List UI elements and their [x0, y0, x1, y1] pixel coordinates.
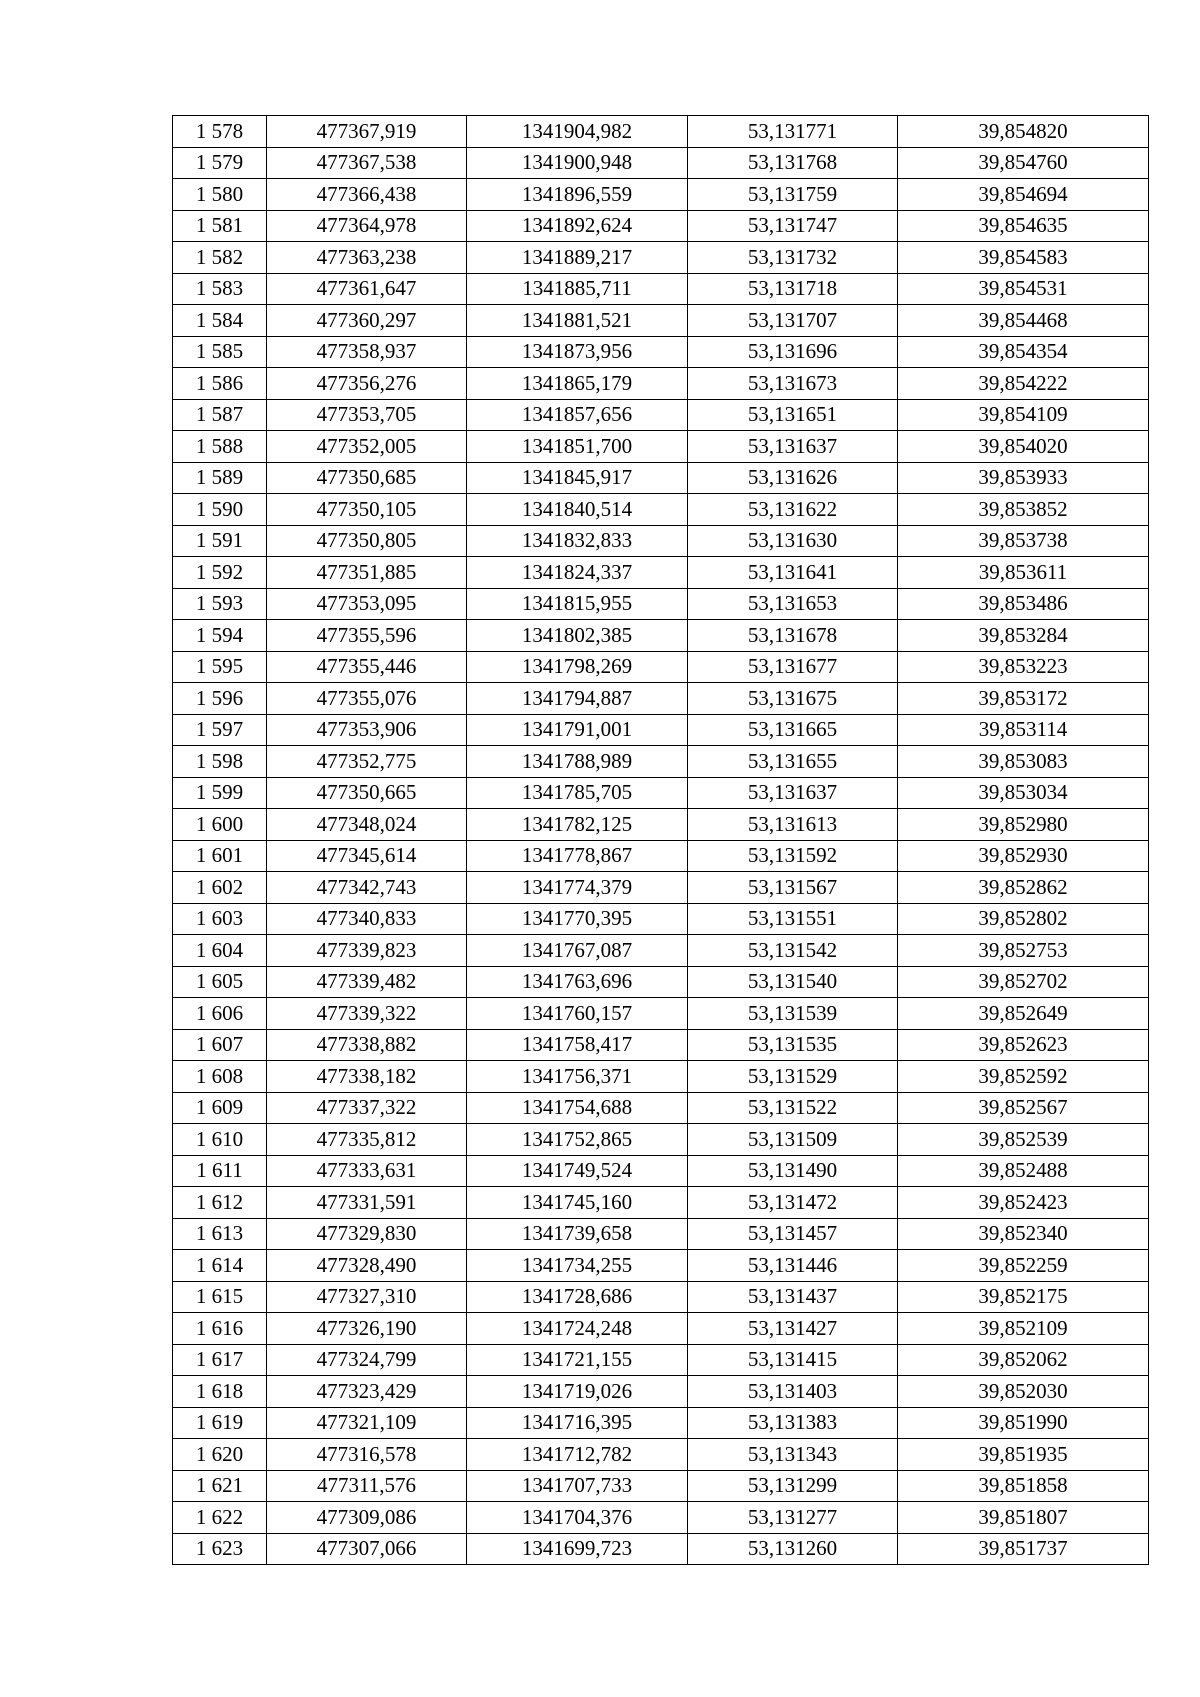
longitude-cell: 39,852862 — [898, 872, 1149, 904]
point-number-cell: 1 601 — [173, 840, 267, 872]
table-row — [173, 1470, 1149, 1502]
longitude-cell: 39,854468 — [898, 305, 1149, 337]
longitude-cell: 39,852488 — [898, 1155, 1149, 1187]
y-coordinate-cell: 1341719,026 — [467, 1376, 688, 1408]
y-coordinate-cell: 1341749,524 — [467, 1155, 688, 1187]
point-number-cell: 1 609 — [173, 1092, 267, 1124]
latitude-cell: 53,131542 — [688, 935, 898, 967]
y-coordinate-cell: 1341794,887 — [467, 683, 688, 715]
y-coordinate-cell: 1341785,705 — [467, 777, 688, 809]
table-row — [173, 557, 1149, 589]
latitude-cell: 53,131522 — [688, 1092, 898, 1124]
y-coordinate-cell: 1341778,867 — [467, 840, 688, 872]
x-coordinate-cell: 477339,823 — [267, 935, 467, 967]
latitude-cell: 53,131696 — [688, 336, 898, 368]
longitude-cell: 39,854694 — [898, 179, 1149, 211]
latitude-cell: 53,131299 — [688, 1470, 898, 1502]
longitude-cell: 39,853083 — [898, 746, 1149, 778]
table-row — [173, 525, 1149, 557]
y-coordinate-cell: 1341815,955 — [467, 588, 688, 620]
y-coordinate-cell: 1341756,371 — [467, 1061, 688, 1093]
table-row — [173, 1155, 1149, 1187]
longitude-cell: 39,853738 — [898, 525, 1149, 557]
y-coordinate-cell: 1341739,658 — [467, 1218, 688, 1250]
x-coordinate-cell: 477355,596 — [267, 620, 467, 652]
x-coordinate-cell: 477340,833 — [267, 903, 467, 935]
x-coordinate-cell: 477339,482 — [267, 966, 467, 998]
latitude-cell: 53,131677 — [688, 651, 898, 683]
point-number-cell: 1 592 — [173, 557, 267, 589]
point-number-cell: 1 579 — [173, 147, 267, 179]
table-row — [173, 903, 1149, 935]
table-row — [173, 1313, 1149, 1345]
longitude-cell: 39,852802 — [898, 903, 1149, 935]
latitude-cell: 53,131260 — [688, 1533, 898, 1565]
point-number-cell: 1 600 — [173, 809, 267, 841]
x-coordinate-cell: 477353,705 — [267, 399, 467, 431]
longitude-cell: 39,851807 — [898, 1502, 1149, 1534]
point-number-cell: 1 586 — [173, 368, 267, 400]
point-number-cell: 1 615 — [173, 1281, 267, 1313]
point-number-cell: 1 606 — [173, 998, 267, 1030]
x-coordinate-cell: 477366,438 — [267, 179, 467, 211]
point-number-cell: 1 596 — [173, 683, 267, 715]
y-coordinate-cell: 1341840,514 — [467, 494, 688, 526]
x-coordinate-cell: 477335,812 — [267, 1124, 467, 1156]
table-row — [173, 651, 1149, 683]
table-row — [173, 620, 1149, 652]
latitude-cell: 53,131457 — [688, 1218, 898, 1250]
table-row — [173, 935, 1149, 967]
x-coordinate-cell: 477367,919 — [267, 116, 467, 148]
table-row — [173, 966, 1149, 998]
latitude-cell: 53,131665 — [688, 714, 898, 746]
latitude-cell: 53,131759 — [688, 179, 898, 211]
longitude-cell: 39,852980 — [898, 809, 1149, 841]
x-coordinate-cell: 477323,429 — [267, 1376, 467, 1408]
y-coordinate-cell: 1341774,379 — [467, 872, 688, 904]
latitude-cell: 53,131415 — [688, 1344, 898, 1376]
point-number-cell: 1 619 — [173, 1407, 267, 1439]
table-row — [173, 1439, 1149, 1471]
longitude-cell: 39,852062 — [898, 1344, 1149, 1376]
x-coordinate-cell: 477311,576 — [267, 1470, 467, 1502]
x-coordinate-cell: 477321,109 — [267, 1407, 467, 1439]
x-coordinate-cell: 477327,310 — [267, 1281, 467, 1313]
latitude-cell: 53,131343 — [688, 1439, 898, 1471]
longitude-cell: 39,851858 — [898, 1470, 1149, 1502]
table-row — [173, 998, 1149, 1030]
point-number-cell: 1 580 — [173, 179, 267, 211]
latitude-cell: 53,131403 — [688, 1376, 898, 1408]
point-number-cell: 1 589 — [173, 462, 267, 494]
longitude-cell: 39,851990 — [898, 1407, 1149, 1439]
longitude-cell: 39,853034 — [898, 777, 1149, 809]
x-coordinate-cell: 477364,978 — [267, 210, 467, 242]
point-number-cell: 1 590 — [173, 494, 267, 526]
table-row — [173, 714, 1149, 746]
longitude-cell: 39,853172 — [898, 683, 1149, 715]
x-coordinate-cell: 477307,066 — [267, 1533, 467, 1565]
table-row — [173, 368, 1149, 400]
table-row — [173, 399, 1149, 431]
x-coordinate-cell: 477358,937 — [267, 336, 467, 368]
point-number-cell: 1 622 — [173, 1502, 267, 1534]
point-number-cell: 1 588 — [173, 431, 267, 463]
point-number-cell: 1 599 — [173, 777, 267, 809]
longitude-cell: 39,853852 — [898, 494, 1149, 526]
longitude-cell: 39,854820 — [898, 116, 1149, 148]
table-row — [173, 431, 1149, 463]
x-coordinate-cell: 477338,882 — [267, 1029, 467, 1061]
x-coordinate-cell: 477348,024 — [267, 809, 467, 841]
longitude-cell: 39,852649 — [898, 998, 1149, 1030]
x-coordinate-cell: 477326,190 — [267, 1313, 467, 1345]
point-number-cell: 1 618 — [173, 1376, 267, 1408]
table-row — [173, 777, 1149, 809]
longitude-cell: 39,853223 — [898, 651, 1149, 683]
y-coordinate-cell: 1341889,217 — [467, 242, 688, 274]
latitude-cell: 53,131622 — [688, 494, 898, 526]
point-number-cell: 1 614 — [173, 1250, 267, 1282]
point-number-cell: 1 591 — [173, 525, 267, 557]
longitude-cell: 39,854109 — [898, 399, 1149, 431]
coordinates-table-body — [173, 116, 1149, 1565]
y-coordinate-cell: 1341745,160 — [467, 1187, 688, 1219]
y-coordinate-cell: 1341767,087 — [467, 935, 688, 967]
x-coordinate-cell: 477360,297 — [267, 305, 467, 337]
point-number-cell: 1 623 — [173, 1533, 267, 1565]
table-row — [173, 746, 1149, 778]
y-coordinate-cell: 1341728,686 — [467, 1281, 688, 1313]
point-number-cell: 1 610 — [173, 1124, 267, 1156]
y-coordinate-cell: 1341873,956 — [467, 336, 688, 368]
latitude-cell: 53,131675 — [688, 683, 898, 715]
longitude-cell: 39,853486 — [898, 588, 1149, 620]
y-coordinate-cell: 1341712,782 — [467, 1439, 688, 1471]
table-row — [173, 1092, 1149, 1124]
latitude-cell: 53,131472 — [688, 1187, 898, 1219]
latitude-cell: 53,131641 — [688, 557, 898, 589]
y-coordinate-cell: 1341885,711 — [467, 273, 688, 305]
table-row — [173, 210, 1149, 242]
longitude-cell: 39,852340 — [898, 1218, 1149, 1250]
y-coordinate-cell: 1341896,559 — [467, 179, 688, 211]
longitude-cell: 39,851935 — [898, 1439, 1149, 1471]
y-coordinate-cell: 1341716,395 — [467, 1407, 688, 1439]
latitude-cell: 53,131509 — [688, 1124, 898, 1156]
longitude-cell: 39,854222 — [898, 368, 1149, 400]
y-coordinate-cell: 1341724,248 — [467, 1313, 688, 1345]
y-coordinate-cell: 1341832,833 — [467, 525, 688, 557]
longitude-cell: 39,852539 — [898, 1124, 1149, 1156]
table-row — [173, 462, 1149, 494]
y-coordinate-cell: 1341857,656 — [467, 399, 688, 431]
y-coordinate-cell: 1341752,865 — [467, 1124, 688, 1156]
table-row — [173, 273, 1149, 305]
point-number-cell: 1 604 — [173, 935, 267, 967]
latitude-cell: 53,131277 — [688, 1502, 898, 1534]
point-number-cell: 1 612 — [173, 1187, 267, 1219]
y-coordinate-cell: 1341904,982 — [467, 116, 688, 148]
point-number-cell: 1 581 — [173, 210, 267, 242]
x-coordinate-cell: 477367,538 — [267, 147, 467, 179]
x-coordinate-cell: 477333,631 — [267, 1155, 467, 1187]
table-row — [173, 1061, 1149, 1093]
point-number-cell: 1 617 — [173, 1344, 267, 1376]
y-coordinate-cell: 1341721,155 — [467, 1344, 688, 1376]
y-coordinate-cell: 1341892,624 — [467, 210, 688, 242]
latitude-cell: 53,131437 — [688, 1281, 898, 1313]
point-number-cell: 1 598 — [173, 746, 267, 778]
latitude-cell: 53,131539 — [688, 998, 898, 1030]
longitude-cell: 39,852930 — [898, 840, 1149, 872]
table-row — [173, 1533, 1149, 1565]
table-row — [173, 1187, 1149, 1219]
x-coordinate-cell: 477329,830 — [267, 1218, 467, 1250]
table-row — [173, 1250, 1149, 1282]
point-number-cell: 1 603 — [173, 903, 267, 935]
x-coordinate-cell: 477352,005 — [267, 431, 467, 463]
longitude-cell: 39,853114 — [898, 714, 1149, 746]
x-coordinate-cell: 477352,775 — [267, 746, 467, 778]
x-coordinate-cell: 477338,182 — [267, 1061, 467, 1093]
y-coordinate-cell: 1341734,255 — [467, 1250, 688, 1282]
point-number-cell: 1 616 — [173, 1313, 267, 1345]
point-number-cell: 1 582 — [173, 242, 267, 274]
table-row — [173, 1218, 1149, 1250]
latitude-cell: 53,131673 — [688, 368, 898, 400]
table-row — [173, 840, 1149, 872]
x-coordinate-cell: 477342,743 — [267, 872, 467, 904]
y-coordinate-cell: 1341707,733 — [467, 1470, 688, 1502]
y-coordinate-cell: 1341758,417 — [467, 1029, 688, 1061]
latitude-cell: 53,131655 — [688, 746, 898, 778]
point-number-cell: 1 594 — [173, 620, 267, 652]
table-row — [173, 1124, 1149, 1156]
latitude-cell: 53,131592 — [688, 840, 898, 872]
latitude-cell: 53,131678 — [688, 620, 898, 652]
table-row — [173, 179, 1149, 211]
table-row — [173, 1029, 1149, 1061]
longitude-cell: 39,854760 — [898, 147, 1149, 179]
point-number-cell: 1 613 — [173, 1218, 267, 1250]
y-coordinate-cell: 1341900,948 — [467, 147, 688, 179]
point-number-cell: 1 578 — [173, 116, 267, 148]
x-coordinate-cell: 477355,076 — [267, 683, 467, 715]
point-number-cell: 1 584 — [173, 305, 267, 337]
y-coordinate-cell: 1341845,917 — [467, 462, 688, 494]
longitude-cell: 39,852259 — [898, 1250, 1149, 1282]
y-coordinate-cell: 1341798,269 — [467, 651, 688, 683]
latitude-cell: 53,131637 — [688, 777, 898, 809]
latitude-cell: 53,131567 — [688, 872, 898, 904]
latitude-cell: 53,131747 — [688, 210, 898, 242]
y-coordinate-cell: 1341802,385 — [467, 620, 688, 652]
y-coordinate-cell: 1341782,125 — [467, 809, 688, 841]
latitude-cell: 53,131771 — [688, 116, 898, 148]
latitude-cell: 53,131535 — [688, 1029, 898, 1061]
longitude-cell: 39,852175 — [898, 1281, 1149, 1313]
latitude-cell: 53,131707 — [688, 305, 898, 337]
y-coordinate-cell: 1341760,157 — [467, 998, 688, 1030]
point-number-cell: 1 587 — [173, 399, 267, 431]
table-row — [173, 809, 1149, 841]
table-row — [173, 1502, 1149, 1534]
x-coordinate-cell: 477351,885 — [267, 557, 467, 589]
y-coordinate-cell: 1341851,700 — [467, 431, 688, 463]
point-number-cell: 1 593 — [173, 588, 267, 620]
longitude-cell: 39,852030 — [898, 1376, 1149, 1408]
longitude-cell: 39,854583 — [898, 242, 1149, 274]
longitude-cell: 39,852592 — [898, 1061, 1149, 1093]
longitude-cell: 39,854531 — [898, 273, 1149, 305]
longitude-cell: 39,852423 — [898, 1187, 1149, 1219]
longitude-cell: 39,853611 — [898, 557, 1149, 589]
latitude-cell: 53,131768 — [688, 147, 898, 179]
latitude-cell: 53,131637 — [688, 431, 898, 463]
y-coordinate-cell: 1341763,696 — [467, 966, 688, 998]
y-coordinate-cell: 1341770,395 — [467, 903, 688, 935]
x-coordinate-cell: 477350,805 — [267, 525, 467, 557]
point-number-cell: 1 602 — [173, 872, 267, 904]
x-coordinate-cell: 477328,490 — [267, 1250, 467, 1282]
x-coordinate-cell: 477356,276 — [267, 368, 467, 400]
point-number-cell: 1 605 — [173, 966, 267, 998]
coordinates-table — [172, 115, 1149, 1565]
point-number-cell: 1 607 — [173, 1029, 267, 1061]
table-row — [173, 242, 1149, 274]
table-row — [173, 1281, 1149, 1313]
x-coordinate-cell: 477316,578 — [267, 1439, 467, 1471]
x-coordinate-cell: 477331,591 — [267, 1187, 467, 1219]
longitude-cell: 39,853284 — [898, 620, 1149, 652]
latitude-cell: 53,131718 — [688, 273, 898, 305]
latitude-cell: 53,131446 — [688, 1250, 898, 1282]
y-coordinate-cell: 1341699,723 — [467, 1533, 688, 1565]
point-number-cell: 1 608 — [173, 1061, 267, 1093]
x-coordinate-cell: 477309,086 — [267, 1502, 467, 1534]
latitude-cell: 53,131653 — [688, 588, 898, 620]
point-number-cell: 1 595 — [173, 651, 267, 683]
point-number-cell: 1 583 — [173, 273, 267, 305]
latitude-cell: 53,131551 — [688, 903, 898, 935]
latitude-cell: 53,131613 — [688, 809, 898, 841]
point-number-cell: 1 620 — [173, 1439, 267, 1471]
table-row — [173, 1344, 1149, 1376]
point-number-cell: 1 611 — [173, 1155, 267, 1187]
latitude-cell: 53,131626 — [688, 462, 898, 494]
x-coordinate-cell: 477350,685 — [267, 462, 467, 494]
x-coordinate-cell: 477363,238 — [267, 242, 467, 274]
longitude-cell: 39,854354 — [898, 336, 1149, 368]
x-coordinate-cell: 477350,105 — [267, 494, 467, 526]
x-coordinate-cell: 477345,614 — [267, 840, 467, 872]
x-coordinate-cell: 477339,322 — [267, 998, 467, 1030]
table-row — [173, 494, 1149, 526]
longitude-cell: 39,852109 — [898, 1313, 1149, 1345]
table-row — [173, 683, 1149, 715]
latitude-cell: 53,131427 — [688, 1313, 898, 1345]
point-number-cell: 1 597 — [173, 714, 267, 746]
y-coordinate-cell: 1341824,337 — [467, 557, 688, 589]
table-row — [173, 872, 1149, 904]
longitude-cell: 39,852753 — [898, 935, 1149, 967]
x-coordinate-cell: 477353,906 — [267, 714, 467, 746]
latitude-cell: 53,131529 — [688, 1061, 898, 1093]
x-coordinate-cell: 477355,446 — [267, 651, 467, 683]
longitude-cell: 39,851737 — [898, 1533, 1149, 1565]
y-coordinate-cell: 1341704,376 — [467, 1502, 688, 1534]
longitude-cell: 39,852623 — [898, 1029, 1149, 1061]
y-coordinate-cell: 1341865,179 — [467, 368, 688, 400]
longitude-cell: 39,854020 — [898, 431, 1149, 463]
y-coordinate-cell: 1341754,688 — [467, 1092, 688, 1124]
x-coordinate-cell: 477350,665 — [267, 777, 467, 809]
table-row — [173, 1407, 1149, 1439]
table-row — [173, 305, 1149, 337]
table-row — [173, 147, 1149, 179]
point-number-cell: 1 585 — [173, 336, 267, 368]
table-row — [173, 1376, 1149, 1408]
latitude-cell: 53,131540 — [688, 966, 898, 998]
x-coordinate-cell: 477353,095 — [267, 588, 467, 620]
x-coordinate-cell: 477337,322 — [267, 1092, 467, 1124]
longitude-cell: 39,854635 — [898, 210, 1149, 242]
longitude-cell: 39,852702 — [898, 966, 1149, 998]
longitude-cell: 39,853933 — [898, 462, 1149, 494]
table-row — [173, 116, 1149, 148]
longitude-cell: 39,852567 — [898, 1092, 1149, 1124]
y-coordinate-cell: 1341788,989 — [467, 746, 688, 778]
latitude-cell: 53,131732 — [688, 242, 898, 274]
y-coordinate-cell: 1341791,001 — [467, 714, 688, 746]
table-row — [173, 336, 1149, 368]
y-coordinate-cell: 1341881,521 — [467, 305, 688, 337]
latitude-cell: 53,131651 — [688, 399, 898, 431]
table-row — [173, 588, 1149, 620]
latitude-cell: 53,131383 — [688, 1407, 898, 1439]
point-number-cell: 1 621 — [173, 1470, 267, 1502]
latitude-cell: 53,131490 — [688, 1155, 898, 1187]
x-coordinate-cell: 477324,799 — [267, 1344, 467, 1376]
x-coordinate-cell: 477361,647 — [267, 273, 467, 305]
latitude-cell: 53,131630 — [688, 525, 898, 557]
